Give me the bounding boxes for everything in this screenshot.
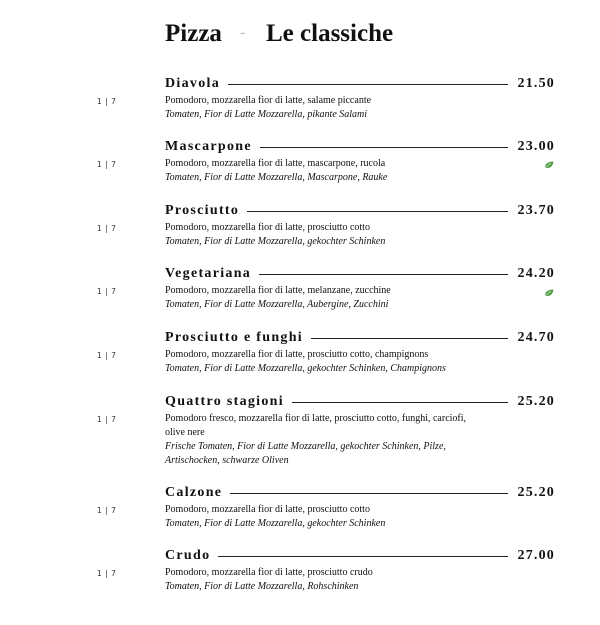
allergen-code: 1 | 7 xyxy=(97,506,117,515)
description-italian: Pomodoro, mozzarella fior di latte, prosciutto cotto, champignons xyxy=(165,349,429,360)
description-italian: Pomodoro, mozzarella fior di latte, prosciutto cotto xyxy=(165,222,370,233)
menu-item-header xyxy=(165,329,555,347)
allergen-code: 1 | 7 xyxy=(97,97,117,106)
menu-item-description xyxy=(165,157,485,185)
leader-rule xyxy=(311,338,508,339)
description-german: Tomaten, Fior di Latte Mozzarella, Aubergine, Zucchini xyxy=(165,299,389,310)
description-german: Frische Tomaten, Fior di Latte Mozzarella, gekochter Schinken, Pilze, Artischocken, schwarze Oliven xyxy=(165,441,446,466)
description-italian: Pomodoro, mozzarella fior di latte, melanzane, zucchine xyxy=(165,285,391,296)
menu-item-header xyxy=(165,265,555,283)
description-italian: Pomodoro, mozzarella fior di latte, prosciutto crudo xyxy=(165,567,373,578)
menu-item-name: Prosciutto e funghi xyxy=(165,330,303,345)
menu-item-name: Mascarpone xyxy=(165,139,252,154)
menu-item-name: Calzone xyxy=(165,485,223,500)
menu-item-description xyxy=(165,348,485,376)
description-german: Tomaten, Fior di Latte Mozzarella, pikante Salami xyxy=(165,109,368,120)
menu-item-price: 23.70 xyxy=(517,203,555,218)
menu-item-name: Diavola xyxy=(165,76,220,91)
menu-item-name: Vegetariana xyxy=(165,266,252,281)
menu-item-price: 25.20 xyxy=(517,485,555,500)
description-german: Tomaten, Fior di Latte Mozzarella, Mascarpone, Rauke xyxy=(165,172,388,183)
description-german: Tomaten, Fior di Latte Mozzarella, gekochter Schinken xyxy=(165,518,386,529)
menu-item-name: Crudo xyxy=(165,548,211,563)
leader-rule xyxy=(259,274,507,275)
menu-item-price: 24.70 xyxy=(517,330,555,345)
menu-item-price: 23.00 xyxy=(517,139,555,154)
menu-item-header xyxy=(165,138,555,156)
menu-item-header xyxy=(165,547,555,565)
allergen-code: 1 | 7 xyxy=(97,351,117,360)
allergen-code: 1 | 7 xyxy=(97,160,117,169)
menu-item-description xyxy=(165,221,485,249)
section-title: Pizza xyxy=(165,20,222,47)
leader-rule xyxy=(260,147,508,148)
allergen-code: 1 | 7 xyxy=(97,415,117,424)
description-german: Tomaten, Fior di Latte Mozzarella, gekochter Schinken, Champignons xyxy=(165,363,446,374)
description-italian: Pomodoro, mozzarella fior di latte, mascarpone, rucola xyxy=(165,158,386,169)
menu-item-description xyxy=(165,566,485,594)
menu-item-header xyxy=(165,202,555,220)
description-italian: Pomodoro fresco, mozzarella fior di latte, prosciutto cotto, funghi, carciofi, olive nere xyxy=(165,413,467,438)
leader-rule xyxy=(218,556,507,557)
menu-item-name: Quattro stagioni xyxy=(165,394,284,409)
menu-item-description xyxy=(165,412,475,468)
description-italian: Pomodoro, mozzarella fior di latte, salame piccante xyxy=(165,95,372,106)
leader-rule xyxy=(292,402,508,403)
menu-item-header xyxy=(165,393,555,411)
leaf-icon xyxy=(544,161,554,169)
allergen-code: 1 | 7 xyxy=(97,287,117,296)
description-german: Tomaten, Fior di Latte Mozzarella, gekochter Schinken xyxy=(165,236,386,247)
leader-rule xyxy=(228,84,508,85)
menu-item-header xyxy=(165,484,555,502)
leaf-icon xyxy=(544,289,554,297)
description-german: Tomaten, Fior di Latte Mozzarella, Rohschinken xyxy=(165,581,359,592)
leader-rule xyxy=(230,493,507,494)
menu-item-price: 24.20 xyxy=(517,266,555,281)
menu-item-description xyxy=(165,503,485,531)
menu-item-description xyxy=(165,284,485,312)
menu-item-price: 21.50 xyxy=(517,76,555,91)
title-separator: - xyxy=(240,24,246,41)
description-italian: Pomodoro, mozzarella fior di latte, prosciutto cotto xyxy=(165,504,370,515)
section-subtitle: Le classiche xyxy=(266,20,394,47)
menu-item-name: Prosciutto xyxy=(165,203,240,218)
menu-item-price: 25.20 xyxy=(517,394,555,409)
allergen-code: 1 | 7 xyxy=(97,569,117,578)
menu-item-price: 27.00 xyxy=(517,548,555,563)
leader-rule xyxy=(247,211,507,212)
menu-item-header xyxy=(165,75,555,93)
menu-item-description xyxy=(165,94,485,122)
allergen-code: 1 | 7 xyxy=(97,224,117,233)
